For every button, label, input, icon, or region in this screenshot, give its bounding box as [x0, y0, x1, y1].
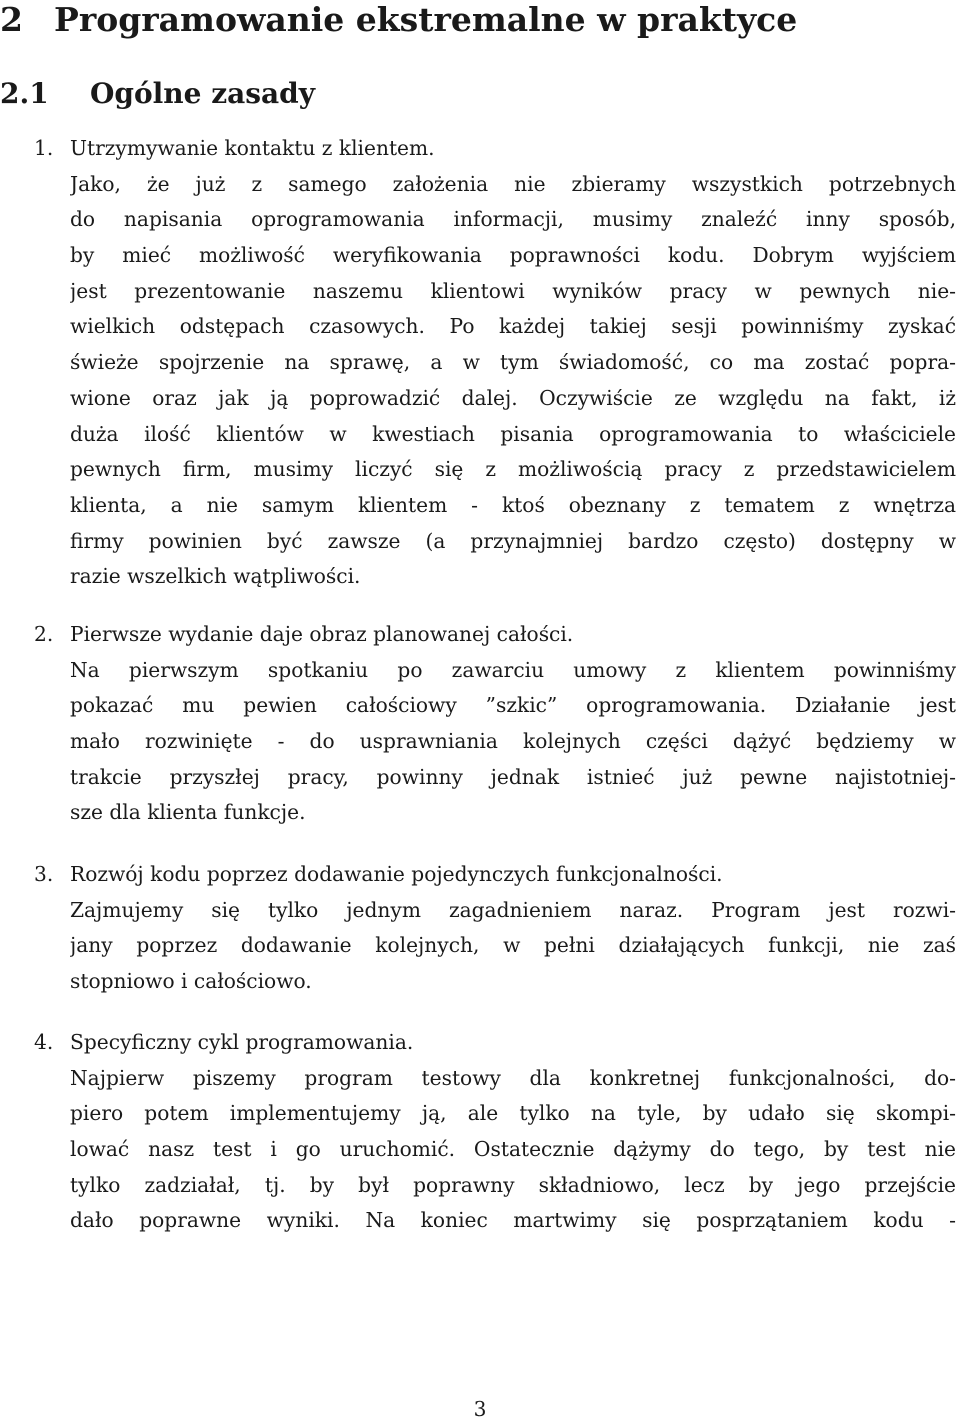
- paragraph-line: trakcie przyszłej pracy, powinny jednak istnieć już pewne najistotniej-: [70, 764, 956, 789]
- list-item-lead: Utrzymywanie kontaktu z klientem.: [70, 136, 435, 160]
- page-number: 3: [473, 1397, 487, 1421]
- paragraph-line: do napisania oprogramowania informacji, musimy znaleźć inny sposób,: [70, 207, 956, 232]
- paragraph-line: klienta, a nie samym klientem - ktoś obeznany z tematem z wnętrza: [70, 492, 956, 517]
- paragraph-line: razie wszelkich wątpliwości.: [70, 564, 361, 589]
- paragraph-line: duża ilość klientów w kwestiach pisania oprogramowania to właściciele: [70, 421, 956, 446]
- paragraph-line: Zajmujemy się tylko jednym zagadnieniem naraz. Program jest rozwi-: [70, 897, 956, 922]
- section-heading: [0, 0, 797, 40]
- paragraph-line: jest prezentowanie naszemu klientowi wyników pracy w pewnych nie-: [70, 278, 956, 303]
- paragraph-line: świeże spojrzenie na sprawę, a w tym świadomość, co ma zostać popra-: [70, 350, 956, 375]
- list-item-body: [70, 857, 956, 1000]
- paragraph-line: pewnych firm, musimy liczyć się z możliwością pracy z przedstawicielem: [70, 457, 956, 482]
- paragraph-line: mało rozwinięte - do usprawniania kolejnych części dążyć będziemy w: [70, 729, 956, 754]
- paragraph-line: lować nasz test i go uruchomić. Ostatecznie dążymy do tego, by test nie: [70, 1137, 956, 1162]
- paragraph-line: wielkich odstępach czasowych. Po każdej takiej sesji powinniśmy zyskać: [70, 314, 956, 339]
- list-item-body: [70, 1025, 956, 1239]
- paragraph-line: Na pierwszym spotkaniu po zawarciu umowy z klientem powinniśmy: [70, 657, 956, 682]
- list-item-number: 1.: [34, 136, 54, 160]
- subsection-title: Ogólne zasady: [90, 77, 315, 110]
- paragraph-line: stopniowo i całościowo.: [70, 969, 312, 994]
- list-item-number: 3.: [34, 862, 54, 886]
- list-item-lead: Specyficzny cykl programowania.: [70, 1030, 414, 1054]
- list-item-body: [70, 617, 956, 831]
- paragraph-line: jany poprzez dodawanie kolejnych, w pełni działających funkcji, nie zaś: [70, 933, 956, 958]
- paragraph-line: dało poprawne wyniki. Na koniec martwimy się posprzątaniem kodu -: [70, 1208, 956, 1233]
- paragraph-line: piero potem implementujemy ją, ale tylko na tyle, by udało się skompi-: [70, 1101, 956, 1126]
- paragraph-line: sze dla klienta funkcje.: [70, 800, 306, 825]
- paragraph-line: by mieć możliwość weryfikowania poprawności kodu. Dobrym wyjściem: [70, 243, 956, 268]
- list-item-number: 2.: [34, 622, 54, 646]
- paragraph-line: tylko zadziałał, tj. by był poprawny składniowo, lecz by jego przejście: [70, 1172, 956, 1197]
- section-title: Programowanie ekstremalne w praktyce: [54, 0, 798, 39]
- list-item-body: [70, 131, 956, 595]
- section-number: 2: [0, 0, 23, 39]
- subsection-heading: [0, 74, 315, 114]
- paragraph-line: pokazać mu pewien całościowy ”szkic” oprogramowania. Działanie jest: [70, 693, 956, 718]
- paragraph-line: firmy powinien być zawsze (a przynajmniej bardzo często) dostępny w: [70, 528, 956, 553]
- paragraph-line: Najpierw piszemy program testowy dla konkretnej funkcjonalności, do-: [70, 1065, 956, 1090]
- list-item-lead: Pierwsze wydanie daje obraz planowanej całości.: [70, 622, 574, 646]
- list-item-number: 4.: [34, 1030, 54, 1054]
- paragraph-line: Jako, że już z samego założenia nie zbieramy wszystkich potrzebnych: [70, 171, 956, 196]
- subsection-number: 2.1: [0, 77, 49, 110]
- paragraph-line: wione oraz jak ją poprowadzić dalej. Oczywiście ze względu na fakt, iż: [70, 385, 956, 410]
- list-item-lead: Rozwój kodu poprzez dodawanie pojedynczych funkcjonalności.: [70, 862, 723, 886]
